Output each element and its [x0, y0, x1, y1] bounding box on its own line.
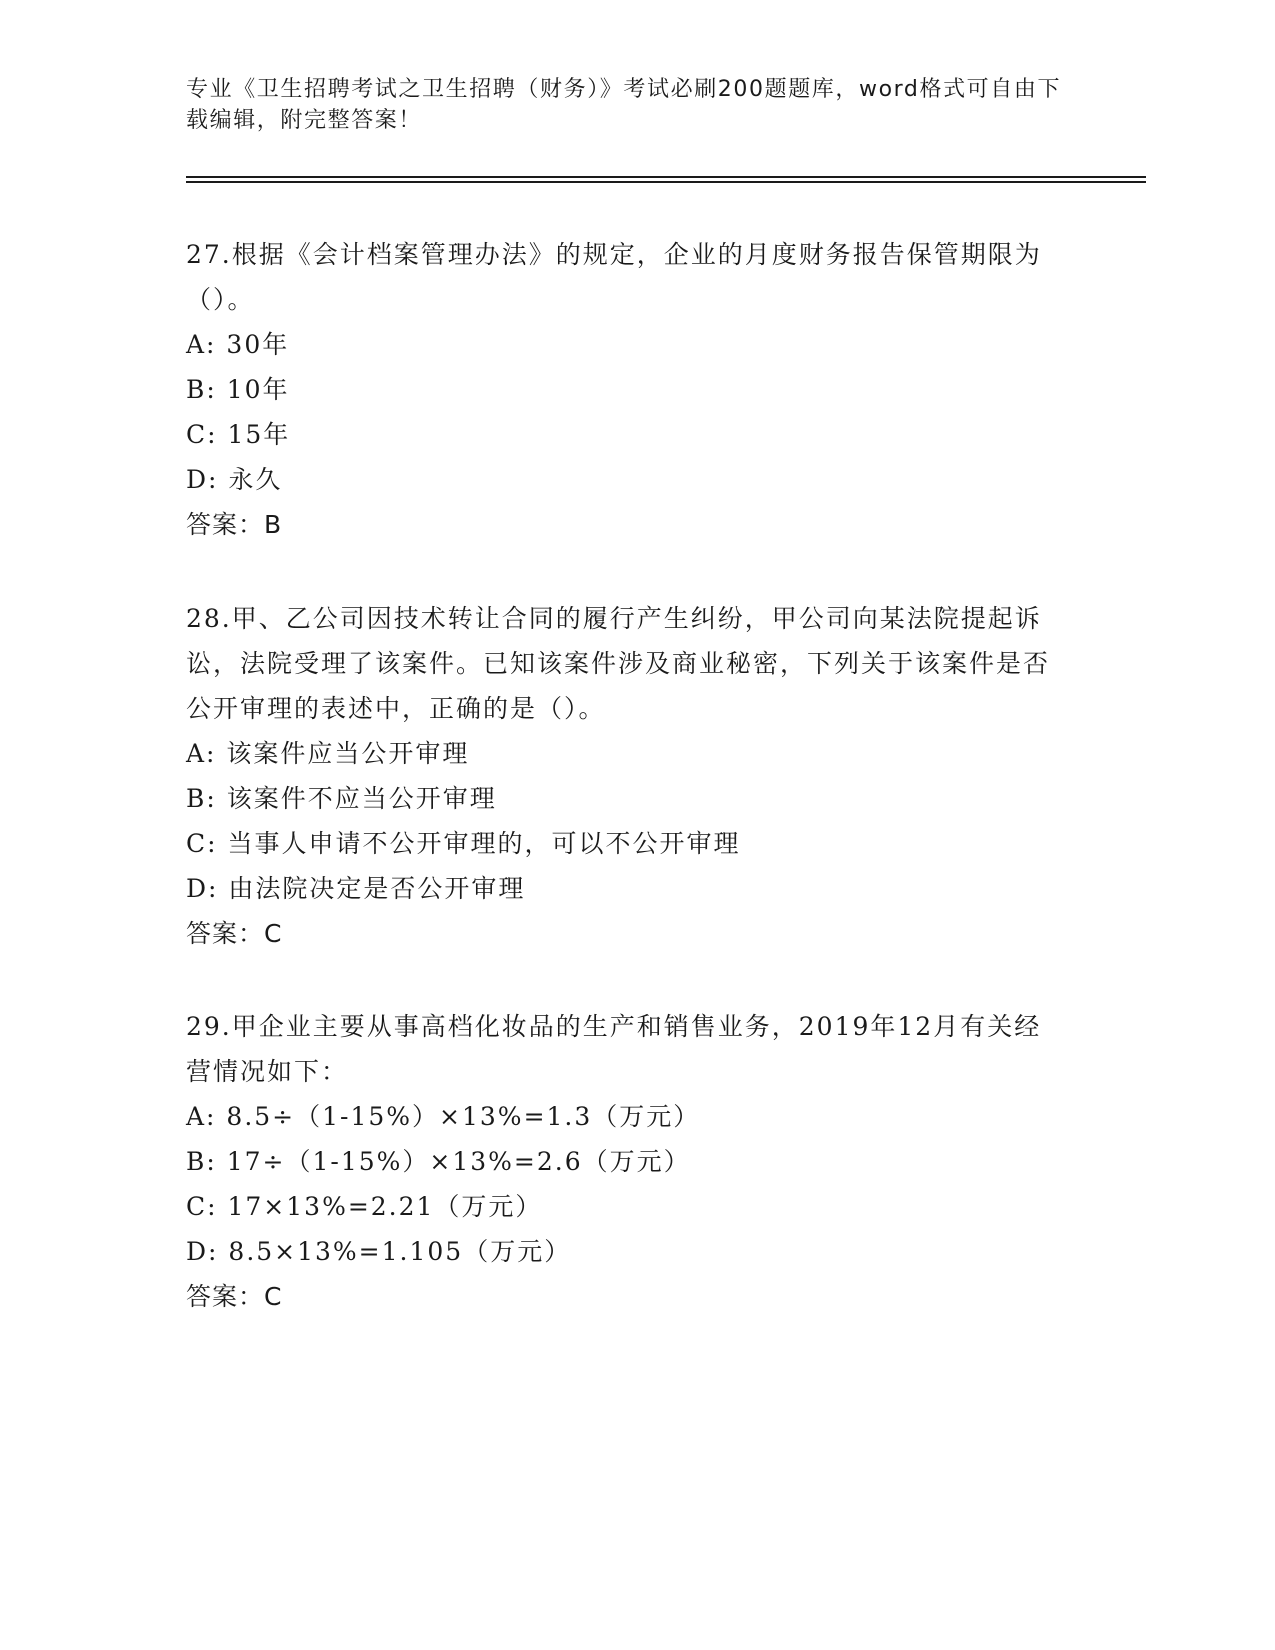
answer-line: 答案：C: [186, 919, 283, 948]
option-b: B: 10年: [186, 375, 290, 404]
question-28: [186, 596, 1066, 956]
question-29: [186, 1004, 1066, 1319]
option-c: C: 17×13%=2.21（万元）: [186, 1192, 543, 1221]
option-d: D: 永久: [186, 465, 283, 494]
document-header: 专业《卫生招聘考试之卫生招聘（财务）》考试必刷200题题库，word格式可自由下载编辑，附完整答案！: [186, 77, 1062, 133]
header-divider-top: [186, 176, 1146, 178]
option-c: C: 15年: [186, 420, 291, 449]
answer-line: 答案：B: [186, 510, 283, 539]
question-stem: 28.甲、乙公司因技术转让合同的履行产生纠纷，甲公司向某法院提起诉讼，法院受理了该案件。已知该案件涉及商业秘密，下列关于该案件是否公开审理的表述中，正确的是（）。: [186, 604, 1051, 723]
header-divider-bottom: [186, 181, 1146, 183]
option-a: A: 8.5÷（1-15%）×13%=1.3（万元）: [186, 1102, 701, 1131]
option-d: D: 由法院决定是否公开审理: [186, 874, 526, 903]
answer-line: 答案：C: [186, 1282, 283, 1311]
option-c: C: 当事人申请不公开审理的，可以不公开审理: [186, 829, 741, 858]
option-a: A: 该案件应当公开审理: [186, 739, 470, 768]
option-b: B: 该案件不应当公开审理: [186, 784, 497, 813]
option-b: B: 17÷（1-15%）×13%=2.6（万元）: [186, 1147, 691, 1176]
question-stem: 29.甲企业主要从事高档化妆品的生产和销售业务，2019年12月有关经营情况如下：: [186, 1012, 1042, 1086]
option-a: A: 30年: [186, 330, 290, 359]
option-d: D: 8.5×13%=1.105（万元）: [186, 1237, 572, 1266]
question-stem: 27.根据《会计档案管理办法》的规定，企业的月度财务报告保管期限为（）。: [186, 240, 1042, 314]
question-27: [186, 232, 1066, 547]
